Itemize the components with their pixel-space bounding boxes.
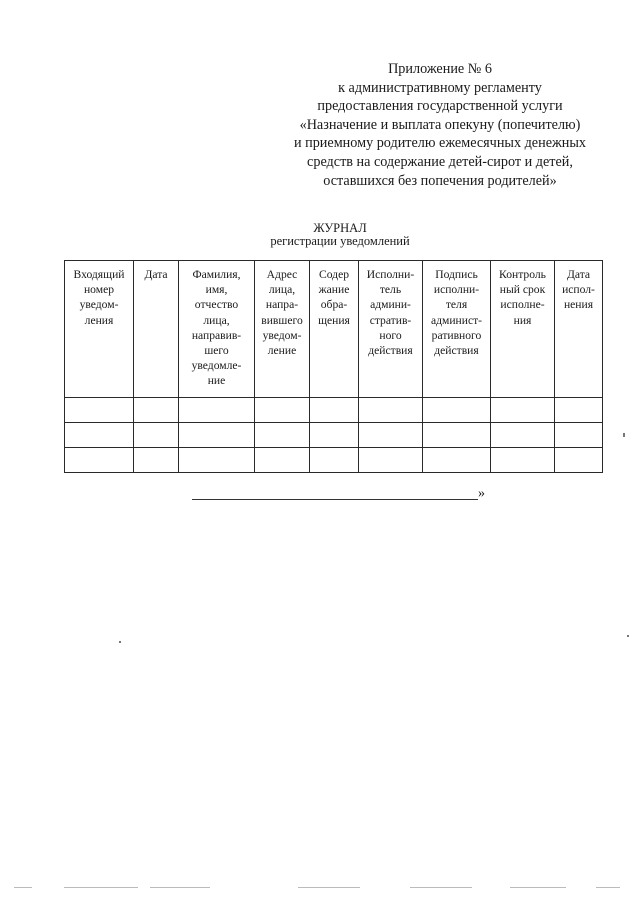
table-cell [65,423,134,448]
table-cell [310,423,359,448]
table-row [65,423,603,448]
header-full-name: Фамилия, имя, отчество лица, направив- шего уведомле- ние [179,261,255,398]
table-cell [359,398,423,423]
table-cell [310,398,359,423]
table-cell [179,423,255,448]
table-row [65,448,603,473]
table-header-row [65,261,603,398]
scan-bottom-edge [0,885,640,891]
scan-speck [627,635,629,637]
table-cell [423,398,491,423]
appendix-line: к административному регламенту [338,79,542,96]
table-cell [255,398,310,423]
table-cell [65,448,134,473]
appendix-line: средств на содержание детей-сирот и детей, [307,153,573,170]
table-cell [423,423,491,448]
appendix-line: оставшихся без попечения родителей» [323,172,557,189]
table-cell [134,398,179,423]
table-row [65,398,603,423]
underline-rule [192,499,478,500]
table-cell [255,423,310,448]
appendix-line: «Назначение и выплата опекуну (попечителю) [299,116,581,133]
table-cell [179,398,255,423]
notifications-journal-table [64,260,603,473]
table-cell [65,398,134,423]
table-cell [491,398,555,423]
header-execution-date: Дата испол- нения [555,261,603,398]
closing-quote: » [478,486,485,501]
header-control-deadline: Контроль ный срок исполне- ния [491,261,555,398]
header-executor: Исполни- тель админи- стратив- ного действия [359,261,423,398]
journal-subtitle: регистрации уведомлений [270,234,410,248]
table-cell [359,423,423,448]
table-cell [134,448,179,473]
table-cell [423,448,491,473]
appendix-header [240,60,640,190]
table-cell [310,448,359,473]
scan-speck [623,433,625,437]
table-cell [359,448,423,473]
appendix-line: Приложение № 6 [388,61,492,77]
header-incoming-number: Входящий номер уведом- ления [65,261,134,398]
header-executor-signature: Подпись исполни- теля админист- ративного действия [423,261,491,398]
appendix-line: и приемному родителю ежемесячных денежных [293,135,587,152]
header-date: Дата [134,261,179,398]
table-cell [555,423,603,448]
scan-speck [119,641,121,643]
table-cell [255,448,310,473]
table-cell [555,448,603,473]
table-cell [134,423,179,448]
table-cell [491,423,555,448]
closing-line [192,486,492,506]
header-address: Адрес лица, напра- вившего уведом- ление [255,261,310,398]
header-content: Содер жание обра- щения [310,261,359,398]
journal-title: ЖУРНАЛ [313,221,367,235]
table-cell [555,398,603,423]
appendix-line: предоставления государственной услуги [317,98,563,115]
table-cell [179,448,255,473]
table-cell [491,448,555,473]
